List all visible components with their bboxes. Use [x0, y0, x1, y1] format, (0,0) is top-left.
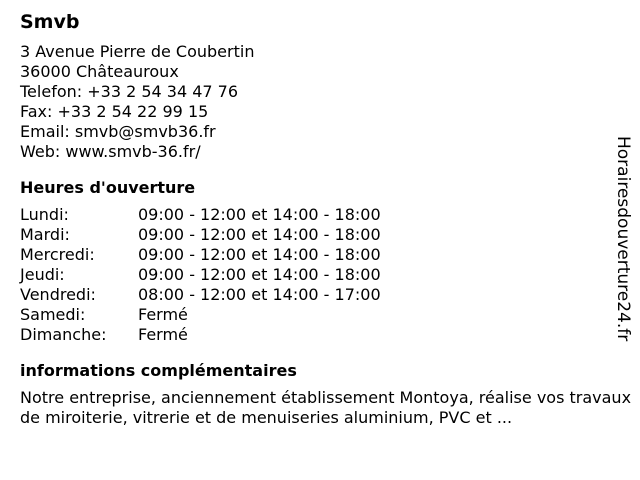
fax-line: Fax: +33 2 54 22 99 15 — [20, 102, 209, 121]
hours-day: Mardi: — [20, 225, 70, 244]
address-line-2: 36000 Châteauroux — [20, 62, 179, 81]
phone-line: Telefon: +33 2 54 34 47 76 — [20, 82, 239, 101]
web-line: Web: www.smvb-36.fr/ — [20, 142, 201, 161]
hours-day: Dimanche: — [20, 325, 107, 344]
hours-day: Samedi: — [20, 305, 86, 324]
hours-row-lundi — [20, 205, 625, 225]
hours-day: Vendredi: — [20, 285, 96, 304]
hours-row-mardi — [20, 225, 625, 245]
business-card — [20, 10, 632, 428]
hours-day: Mercredi: — [20, 245, 95, 264]
hours-time: 09:00 - 12:00 et 14:00 - 18:00 — [138, 245, 381, 264]
opening-hours-heading: Heures d'ouverture — [20, 178, 196, 197]
email-line: Email: smvb@smvb36.fr — [20, 122, 216, 141]
opening-hours-table — [20, 205, 625, 345]
business-name: Smvb — [20, 11, 80, 33]
additional-info-heading: informations complémentaires — [20, 361, 297, 380]
hours-row-dimanche — [20, 325, 625, 345]
hours-day: Jeudi: — [20, 265, 65, 284]
additional-info-text: Notre entreprise, anciennement établissement Montoya, réalise vos travaux de miroiterie, vitrerie et de menuiseries aluminium, PVC et ... — [20, 388, 632, 427]
hours-time: 09:00 - 12:00 et 14:00 - 18:00 — [138, 225, 381, 244]
hours-row-samedi — [20, 305, 625, 325]
hours-time: Fermé — [138, 325, 188, 344]
hours-row-vendredi — [20, 285, 625, 305]
site-watermark: Horairesdouverture24.fr — [613, 136, 633, 342]
hours-time: 08:00 - 12:00 et 14:00 - 17:00 — [138, 285, 381, 304]
hours-row-mercredi — [20, 245, 625, 265]
hours-time: Fermé — [138, 305, 188, 324]
address-line-1: 3 Avenue Pierre de Coubertin — [20, 42, 255, 61]
hours-time: 09:00 - 12:00 et 14:00 - 18:00 — [138, 205, 381, 224]
hours-day: Lundi: — [20, 205, 69, 224]
hours-time: 09:00 - 12:00 et 14:00 - 18:00 — [138, 265, 381, 284]
hours-row-jeudi — [20, 265, 625, 285]
